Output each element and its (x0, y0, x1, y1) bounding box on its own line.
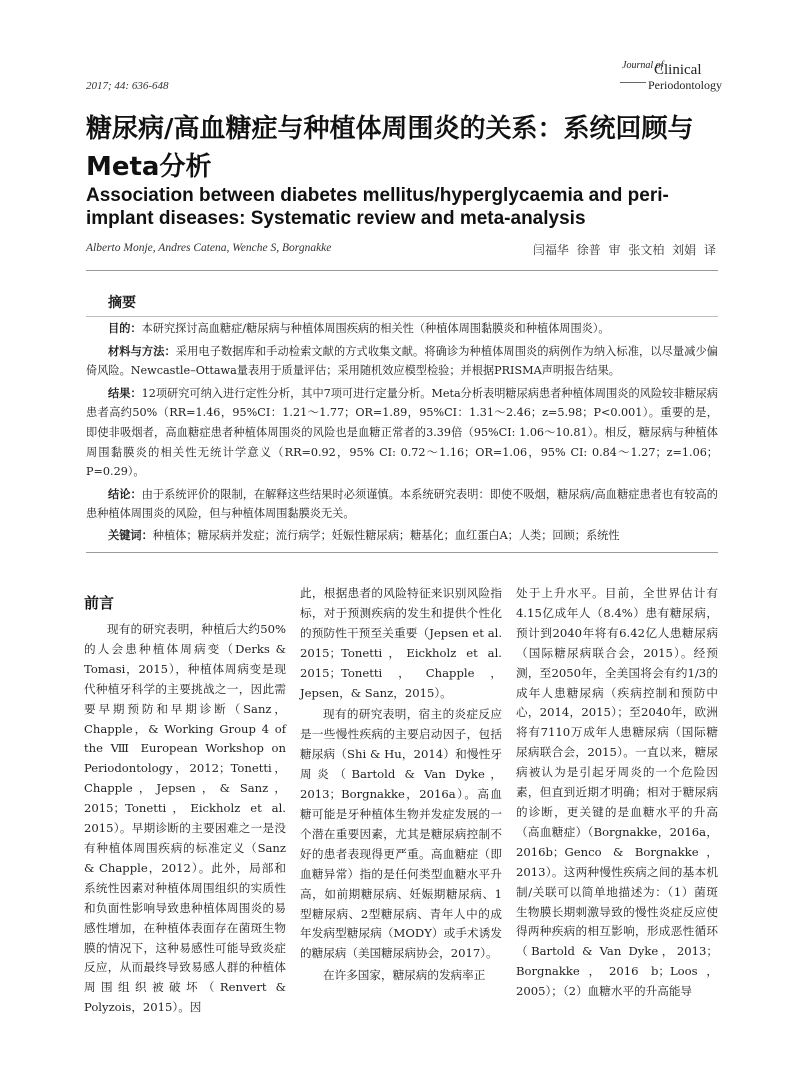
results-text: 12项研究可纳入进行定性分析，其中7项可进行定量分析。Meta分析表明糖尿病患者种植体周围炎的风险较非糖尿病患者高约50%（RR=1.46，95%CI：1.21～1.77；OR=1.89，95%CI：1.31～2.46；z=5.98；P<0.001）。重要的是，即使非吸烟者，高血糖症患者种植体周围炎的风险也是血糖正常者的3.39倍（95%CI: 1.06～10.81）。相反，糖尿病与种植体周围黏膜炎的相关性无统计学意义（RR=0.92，95% CI: 0.72～1.16；OR=1.06，95% CI: 0.84～1.27；z=1.06；P=0.29）。 (86, 386, 718, 479)
abstract (86, 319, 718, 524)
divider-top (86, 270, 718, 271)
abstract-methods (86, 342, 718, 381)
divider-bottom (86, 552, 718, 553)
objective-label: 目的： (108, 322, 142, 335)
methods-label: 材料与方法： (108, 344, 176, 358)
body-column-3 (516, 584, 718, 1002)
intro-heading: 前言 (84, 594, 115, 612)
body-column-2 (300, 584, 502, 986)
body-paragraph: 现有的研究表明，宿主的炎症反应是一些慢性疾病的主要启动因子，包括糖尿病（Shi & Hu，2014）和慢性牙周炎（Bartold & Van Dyke，2013；Borgnakke，2016a）。高血糖可能是牙种植体生物并发症发展的一个潜在重要因素，尤其是糖尿病控制不好的患者表现得更严重。高血糖症（即血糖异常）指的是任何类型血糖水平升高，如前期糖尿病、妊娠期糖尿病、1型糖尿病、2型糖尿病、青年人中的成年发病型糖尿病（MODY）或手术诱发的糖尿病（美国糖尿病协会，2017）。 (300, 707, 502, 961)
journal-logo-line2: Clinical (654, 62, 702, 78)
conclusion-label: 结论： (108, 487, 142, 501)
divider-abstract (86, 316, 718, 317)
conclusion-text: 由于系统评价的限制，在解释这些结果时必须谨慎。本系统研究表明：即使不吸烟，糖尿病/高血糖症患者也有较高的患种植体周围炎的风险，但与种植体周围黏膜炎无关。 (86, 487, 718, 521)
methods-text: 采用电子数据库和手动检索文献的方式收集文献。将确诊为种植体周围炎的病例作为纳入标准，以尽量减少偏倚风险。Newcastle–Ottawa量表用于质量评估；采用随机效应模型检验；并根据PRISMA声明报告结果。 (86, 344, 718, 378)
body-paragraph: 此，根据患者的风险特征来识别风险指标，对于预测疾病的发生和提供个性化的预防性干预至关重要（Jepsen et al. 2015；Tonetti，Eickholz et al. 2015；Tonetti，Chapple，Jepsen，& Sanz，2015）。 (300, 586, 502, 700)
keywords (108, 526, 718, 545)
abstract-heading: 摘要 (108, 295, 136, 311)
keywords-label: 关键词： (108, 529, 153, 542)
journal-logo-bar (620, 82, 646, 83)
journal-logo-line3: Periodontology (648, 78, 722, 92)
abstract-results (86, 384, 718, 482)
results-label: 结果： (108, 386, 142, 400)
title-chinese: 糖尿病/高血糖症与种植体周围炎的关系：系统回顾与Meta分析 (86, 114, 694, 182)
journal-logo-line1: Journal of (622, 60, 664, 71)
keywords-text: 种植体；糖尿病并发症；流行病学；妊娠性糖尿病；糖基化；血红蛋白A；人类；回顾；系统性 (152, 529, 620, 542)
body-column-1 (84, 620, 286, 1018)
citation: 2017; 44: 636-648 (86, 80, 169, 92)
authors: Alberto Monje, Andres Catena, Wenche S, Borgnakke (86, 242, 332, 254)
abstract-objective (86, 319, 718, 339)
abstract-conclusion (86, 485, 718, 524)
body-paragraph: 现有的研究表明，种植后大约50%的人会患种植体周病变（Derks & Tomasi，2015），种植体周病变是现代种植牙科学的主要挑战之一，因此需要早期预防和早期诊断（Sanz，Chapple，& Working Group 4 of the Ⅷ European Workshop on Periodontology，2012；Tonetti，Chapple，Jepsen，& Sanz，2015；Tonetti，Eickholz et al. 2015）。早期诊断的主要困难之一是没有种植体周围疾病的标准定义（Sanz & Chapple，2012）。此外，局部和系统性因素对种植体周围组织的实质性和负面性影响导致患种植体周围炎的易感性增加，在种植体表面存在菌斑生物膜的情况下，这种易感性可能导致炎症反应，从而最终导致易感人群的种植体周围组织被破坏（Renvert & Polyzois，2015）。因 (84, 622, 286, 1015)
objective-text: 本研究探讨高血糖症/糖尿病与种植体周围疾病的相关性（种植体周围黏膜炎和种植体周围炎）。 (141, 322, 610, 335)
body-paragraph: 处于上升水平。目前，全世界估计有4.15亿成年人（8.4%）患有糖尿病，预计到2040年将有6.42亿人患糖尿病（国际糖尿病联合会，2015）。经预测，至2050年，全美国将会有约1/3的成年人患糖尿病（疾病控制和预防中心，2014，2015）；至2040年，欧洲将有7110万成年人患糖尿病（国际糖尿病联合会，2015）。一直以来，糖尿病被认为是引起牙周炎的一个危险因素，但直到近期才明确；相对于糖尿病的诊断，更关键的是血糖水平的升高（高血糖症）（Borgnakke，2016a，2016b；Genco & Borgnakke，2013）。这两种慢性疾病之间的基本机制/关联可以简单地描述为：（1）菌斑生物膜长期刺激导致的慢性炎症反应使得两种疾病的相互影响，形成恶性循环（Bartold & Van Dyke，2013；Borgnakke，2016 b；Loos，2005）；（2）血糖水平的升高能导 (516, 586, 718, 999)
translators: 闫福华 徐普 审 张文柏 刘娟 译 (532, 243, 716, 257)
journal-logo (620, 58, 722, 96)
body-paragraph: 在许多国家，糖尿病的发病率正 (323, 968, 486, 983)
title-english: Association between diabetes mellitus/hyperglycaemia and peri-implant diseases: Systematic review and meta-analysis (86, 185, 669, 229)
